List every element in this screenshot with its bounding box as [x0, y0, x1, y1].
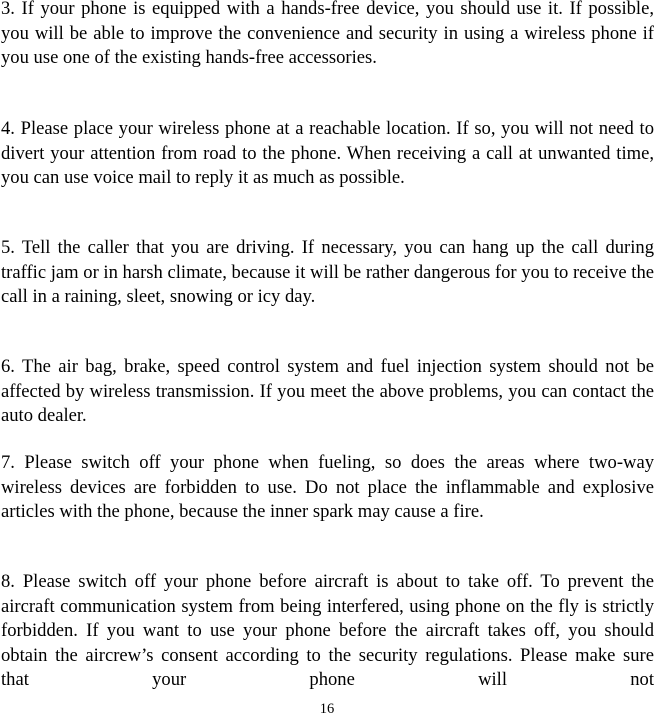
paragraph-item-7: 7. Please switch off your phone when fueling, so does the areas where two-way wireless devices are forbidden to use. Do not place the inflammable and explosive articles with the phone, because the inner spark may cause a fire. — [1, 452, 654, 522]
paragraph-item-4: 4. Please place your wireless phone at a reachable location. If so, you will not need to divert your attention from road to the phone. When receiving a call at unwanted time, you can use voice mail to reply it as much as possible. — [1, 118, 654, 188]
paragraph-item-8: 8. Please switch off your phone before aircraft is about to take off. To prevent the aircraft communication system from being interfered, using phone on the fly is strictly forbidden. If you want to use your phone before the aircraft takes off, you should obtain the aircrew’s consent according to the security regulations. Please make sure that your phone will not — [1, 571, 654, 690]
paragraph-item-6: 6. The air bag, brake, speed control system and fuel injection system should not be affected by wireless transmission. If you meet the above problems, you can contact the auto dealer. — [1, 356, 654, 426]
paragraph-item-3: 3. If your phone is equipped with a hands-free device, you should use it. If possible, you will be able to improve the convenience and security in using a wireless phone if you use one of the existing hands-free accessories. — [1, 0, 654, 68]
paragraph-item-5: 5. Tell the caller that you are driving. If necessary, you can hang up the call during traffic jam or in harsh climate, because it will be rather dangerous for you to receive the call in a raining, sleet, snowing or icy day. — [1, 237, 654, 307]
page-number: 16 — [319, 701, 335, 717]
